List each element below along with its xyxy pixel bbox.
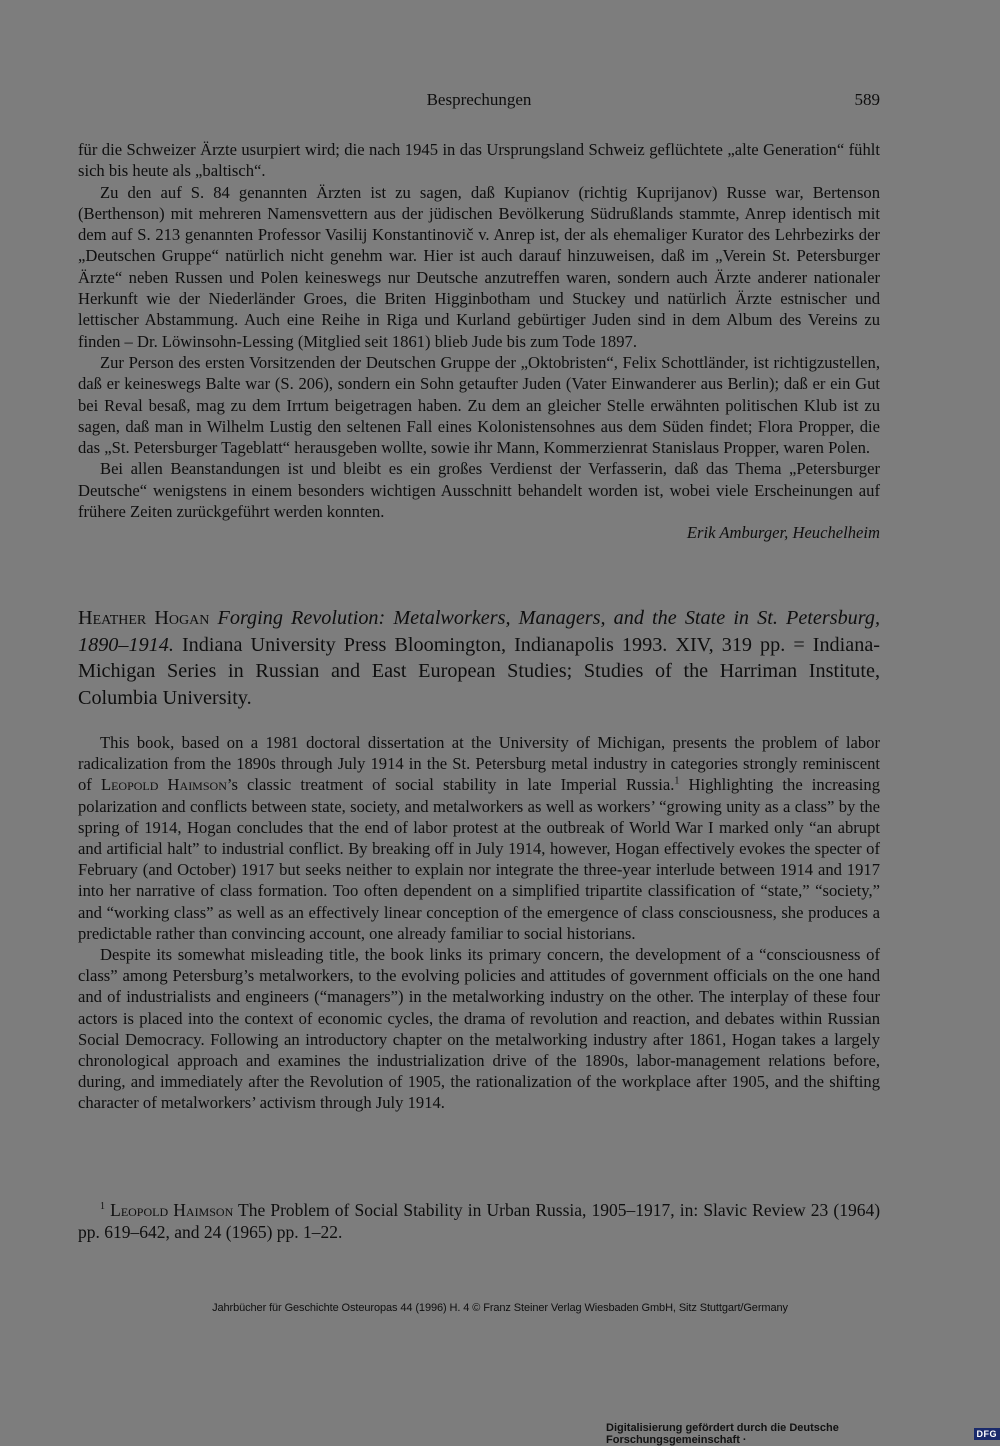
page-number: 589 xyxy=(854,90,880,109)
publisher-imprint: Jahrbücher für Geschichte Osteuropas 44 (1996) H. 4 © Franz Steiner Verlag Wiesbaden GmbH, Sitz Stuttgart/Germany xyxy=(212,1302,788,1314)
paragraph: Despite its somewhat misleading title, the book links its primary concern, the development of a “consciousness of class” among Petersburg’s metalworkers, to the evolving policies and attitudes of government officials on the one hand and of industrialists and engineers (“managers”) in the metalworking industry on the other. The interplay of these four actors is placed into the context of economic cycles, the drama of revolution and reaction, and debates within Russian Social Democracy. Following an introductory chapter on the metalworking industry after 1861, Hogan takes a largely chronological approach and examines the industrialization drive of the 1890s, labor-management relations before, during, and immediately after the Revolution of 1905, the rationalization of the workplace after 1905, and the shifting character of metalworkers’ activism through July 1914. xyxy=(78,945,880,1113)
text-segment: This book, based on a 1981 doctoral dissertation at the University of Michigan, presents the problem of labor radicalization from the 1890s through July 1914 in the St. Petersburg metal industry in categories strongly reminiscent of xyxy=(78,733,880,795)
cited-author: Leopold Haimson xyxy=(100,775,227,795)
paragraph xyxy=(78,732,880,944)
paragraph: Zur Person des ersten Vorsitzenden der Deutschen Gruppe der „Oktobristen“, Felix Schottländer, ist richtigzustellen, daß er keineswegs Balte war (S. 206), sondern ein Sohn getaufter Juden (Vater Einwanderer aus Berlin); daß er ein Gut bei Reval besaß, mag zu dem Irrtum beigetragen haben. Zu dem an gleicher Stelle erwähnten politischen Klub ist zu sagen, daß man in Wilhelm Lustig den seltenen Fall eines Kolonistensohnes aus dem Süden findet; Flora Propper, die das „St. Petersburger Tageblatt“ herausgeben wollte, sowie ihr Mann, Kommerzienrat Stanislaus Propper, waren Polen. xyxy=(78,352,880,458)
paragraph: Zu den auf S. 84 genannten Ärzten ist zu sagen, daß Kupianov (richtig Kuprijanov) Russe war, Bertenson (Berthenson) mit mehreren Namensvettern aus der jüdischen Bevölkerung Südrußlands stammte, Anrep identisch mit dem auf S. 213 genannten Professor Vasilij Konstantinovič v. Anrep ist, der als ehemaliger Kurator des Lehrbezirks der „Deutschen Gruppe“ natürlich nicht genehm war. Hier ist auch darauf hinzuweisen, daß im „Verein St. Petersburger Ärzte“ neben Russen und Polen keineswegs nur Deutsche anzutreffen waren, sondern auch Ärzte anderer nationaler Herkunft wie der Niederländer Groes, die Briten Higginbotham und Stuckey und natürlich Ärzte estnischer und lettischer Abstammung. Auch eine Reihe in Riga und Kurland gebürtiger Juden sind in dem Album des Vereins zu finden – Dr. Löwinsohn-Lessing (Mitglied seit 1861) blieb Jude bis zum Tode 1897. xyxy=(78,182,880,351)
reviewer-signature: Erik Amburger, Heuchelheim xyxy=(686,523,880,543)
text-segment: ’s classic treatment of social stability in late Imperial Russia. xyxy=(226,775,675,795)
footnote xyxy=(78,1199,880,1243)
footnote-text: The Problem of Social Stability in Urban Russia, 1905–1917, in: Slavic Review 23 (1964) pp. 619–642, and 24 (1965) pp. 1–22. xyxy=(78,1200,881,1242)
review-body xyxy=(78,732,880,1114)
running-head-title: Besprechungen xyxy=(426,90,532,109)
book-title: Forging Revolution: Metalworkers, Managers, and the State in St. Petersburg, 1890–1914. xyxy=(78,607,881,656)
review-heading xyxy=(78,605,880,711)
paragraph: Bei allen Beanstandungen ist und bleibt es ein großes Verdienst der Verfasserin, daß das Thema „Petersburger Deutsche“ wenigstens in einem besonders wichtigen Ausschnitt behandelt worden ist, wobei viele Erscheinungen auf frühere Zeiten zurückgeführt werden konnten. xyxy=(78,459,880,522)
dfg-logo: DFG xyxy=(974,1428,1000,1440)
footnote-marker: 1 xyxy=(100,1201,105,1213)
text-segment: Highlighting the increasing polarization and conflicts between state, society, and metalworkers as well as workers’ “growing unity as a class” by the spring of 1914, Hogan concludes that the end of labor protest at the outbreak of World War I marked only “an abrupt and artificial halt” to industrial conflict. By breaking off in July 1914, however, Hogan effectively evokes the specter of February (and October) 1917 but seeks neither to explain nor integrate the three-year interlude between 1914 and 1917 into her narrative of class formation. Too often dependent on a simplified tripartite classification of “state,” “society,” and “working class” as well as an effectively linear conception of the emergence of class consciousness, she produces a predictable rather than convincing account, one already familiar to social historians. xyxy=(78,775,880,943)
paragraph: für die Schweizer Ärzte usurpiert wird; die nach 1945 in das Ursprungsland Schweiz geflüchtete „alte Generation“ fühlt sich bis heute als „baltisch“. xyxy=(78,140,880,181)
footnote-author: Leopold Haimson xyxy=(110,1200,234,1220)
review-continuation xyxy=(78,139,880,544)
digitization-text: Digitalisierung gefördert durch die Deutsche Forschungsgemeinschaft · xyxy=(606,1422,839,1446)
publication-details: Indiana University Press Bloomington, Indianapolis 1993. XIV, 319 pp. = Indiana-Michigan Series in Russian and East European Studies; Studies of the Harriman Institute, Columbia University. xyxy=(78,633,880,709)
footnote-reference: 1 xyxy=(674,775,680,787)
digitization-notice xyxy=(606,1422,1000,1446)
book-author: Heather Hogan xyxy=(78,607,210,629)
running-head xyxy=(78,90,880,114)
